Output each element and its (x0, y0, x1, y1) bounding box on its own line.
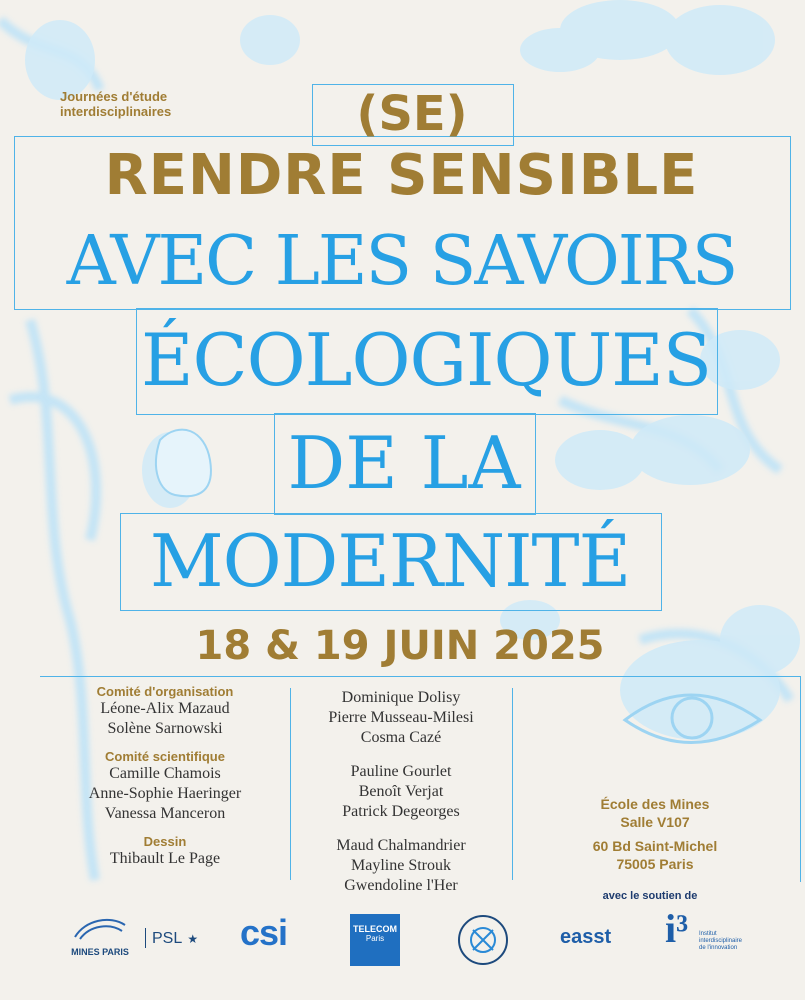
polytechnique-logo (455, 912, 511, 968)
dessin-heading: Dessin (143, 834, 187, 849)
organisation-member: Solène Sarnowski (107, 720, 223, 737)
member: Patrick Degeorges (342, 803, 460, 820)
title-line-3: DE LA (287, 421, 521, 505)
organisation-member: Léone-Alix Mazaud (100, 700, 230, 717)
title-line-4: MODERNITÉ (149, 519, 631, 603)
kicker-line-2: interdisciplinaires (60, 104, 172, 119)
credits-column-1 (40, 684, 290, 869)
title-rendre-sensible: RENDRE SENSIBLE (104, 143, 699, 208)
divider-2 (512, 688, 513, 880)
member: Pierre Musseau-Milesi (328, 709, 474, 726)
credits-column-2 (292, 688, 510, 896)
scientifique-member: Vanessa Manceron (104, 805, 226, 822)
member: Gwendoline l'Her (344, 877, 458, 894)
venue-street: 60 Bd Saint-Michel (592, 838, 718, 854)
member: Benoît Verjat (358, 783, 444, 800)
venue-name: École des Mines (600, 796, 710, 812)
venue-room: Salle V107 (620, 814, 690, 830)
member: Cosma Cazé (360, 729, 442, 746)
kicker (60, 89, 171, 119)
star-icon: ★ (187, 932, 199, 946)
title-line-1: AVEC LES SAVOIRS (66, 222, 737, 301)
mines-swirl-icon (70, 915, 130, 943)
organisation-heading: Comité d'organisation (96, 684, 234, 699)
csi-logo: csi (240, 912, 288, 953)
i3-logo: i³ Institut interdisciplinaire de l'innovation (665, 906, 743, 951)
divider-1 (290, 688, 291, 880)
member: Pauline Gourlet (350, 763, 452, 780)
polytechnique-seal-icon (455, 912, 511, 968)
mines-paris-logo: MINES PARIS (60, 915, 140, 957)
title-se: (SE) (356, 86, 468, 142)
scientifique-member: Camille Chamois (109, 765, 221, 782)
support-label: avec le soutien de (602, 890, 698, 902)
scientifique-heading: Comité scientifique (105, 749, 225, 764)
member: Mayline Strouk (351, 857, 451, 874)
event-date: 18 & 19 JUIN 2025 (195, 623, 605, 669)
kicker-line-1: Journées d'étude (60, 89, 168, 104)
scientifique-member: Anne-Sophie Haeringer (88, 785, 242, 802)
venue-city: 75005 Paris (616, 856, 694, 872)
easst-logo: easst (560, 926, 612, 948)
venue (530, 795, 780, 873)
member: Dominique Dolisy (341, 689, 461, 706)
dessin-member: Thibault Le Page (109, 850, 221, 867)
member: Maud Chalmandrier (336, 837, 466, 854)
psl-logo: PSL ★ (145, 928, 198, 948)
telecom-paris-logo: TELECOM Paris (350, 914, 400, 966)
title-line-2: ÉCOLOGIQUES (140, 318, 712, 402)
